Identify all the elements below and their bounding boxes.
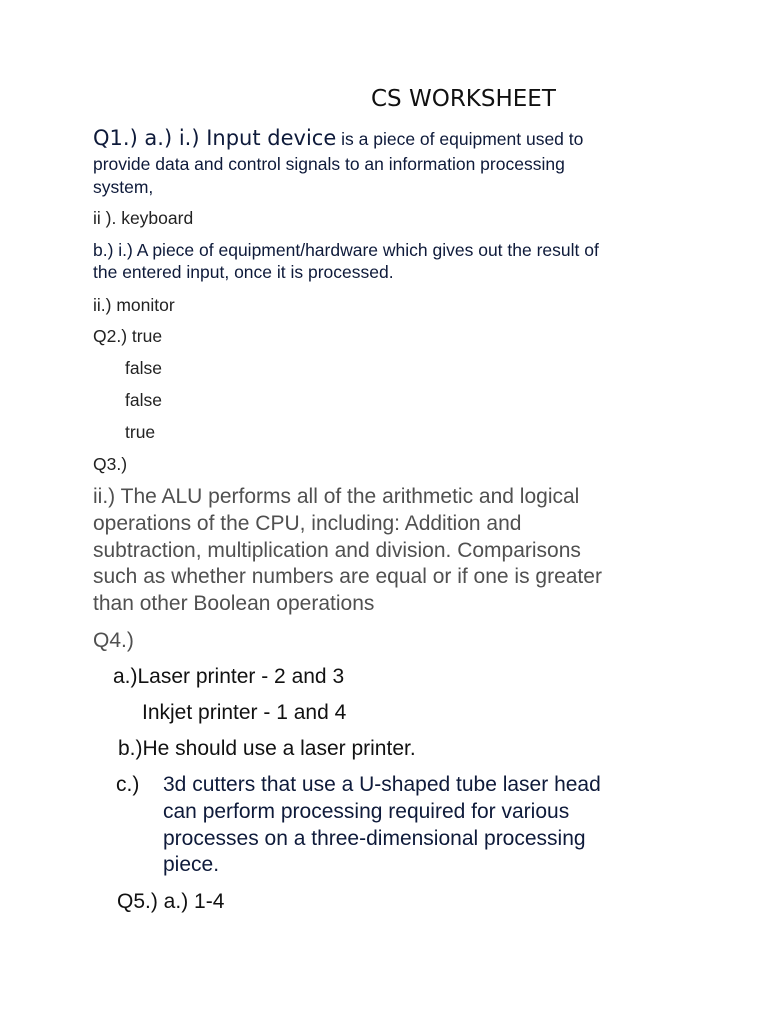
q3-label: Q3.) — [93, 454, 128, 474]
q4-c-marker: c.) — [116, 773, 140, 796]
q4-b: b.)He should use a laser printer. — [118, 737, 416, 760]
q1-b-i-line-1: b.) i.) A piece of equipment/hardware which gives out the result of — [93, 240, 599, 260]
q3-ii-line-5: than other Boolean operations — [93, 592, 375, 615]
q2-answer-3: false — [125, 390, 162, 410]
q1-label: Q1.) a.) i.) Input device — [93, 126, 337, 150]
q3-ii-line-2: operations of the CPU, including: Addition and — [93, 512, 522, 535]
q1-line-2: provide data and control signals to an information processing — [93, 154, 565, 174]
q4-c-line-2: can perform processing required for various — [163, 800, 570, 823]
q2-answer-4: true — [125, 422, 156, 442]
q1-a-ii: ii ). keyboard — [93, 208, 194, 228]
q3-ii-line-3: subtraction, multiplication and division. Comparisons — [93, 539, 581, 562]
q1-line-3: system, — [93, 177, 154, 197]
q3-ii-line-1: ii.) The ALU performs all of the arithmetic and logical — [93, 485, 580, 508]
q4-a-line-2: Inkjet printer - 1 and 4 — [142, 701, 347, 724]
q2-answer-2: false — [125, 358, 162, 378]
q3-ii-line-4: such as whether numbers are equal or if one is greater — [93, 565, 602, 588]
q4-label: Q4.) — [93, 629, 134, 652]
q1-line-1 — [93, 126, 583, 150]
q1-definition-start: is a piece of equipment used to — [336, 129, 584, 149]
q4-c-line-3: processes on a three-dimensional processing — [163, 827, 586, 850]
q1-b-i-line-2: the entered input, once it is processed. — [93, 262, 394, 282]
q4-a-line-1: a.)Laser printer - 2 and 3 — [113, 665, 345, 688]
q4-c-line-1: 3d cutters that use a U-shaped tube laser head — [163, 773, 601, 796]
q2-label: Q2.) true — [93, 326, 163, 346]
q4-c-line-4: piece. — [163, 853, 220, 876]
page-title: CS WORKSHEET — [371, 86, 556, 112]
q1-b-ii: ii.) monitor — [93, 295, 175, 315]
q5-label: Q5.) a.) 1-4 — [117, 890, 225, 913]
